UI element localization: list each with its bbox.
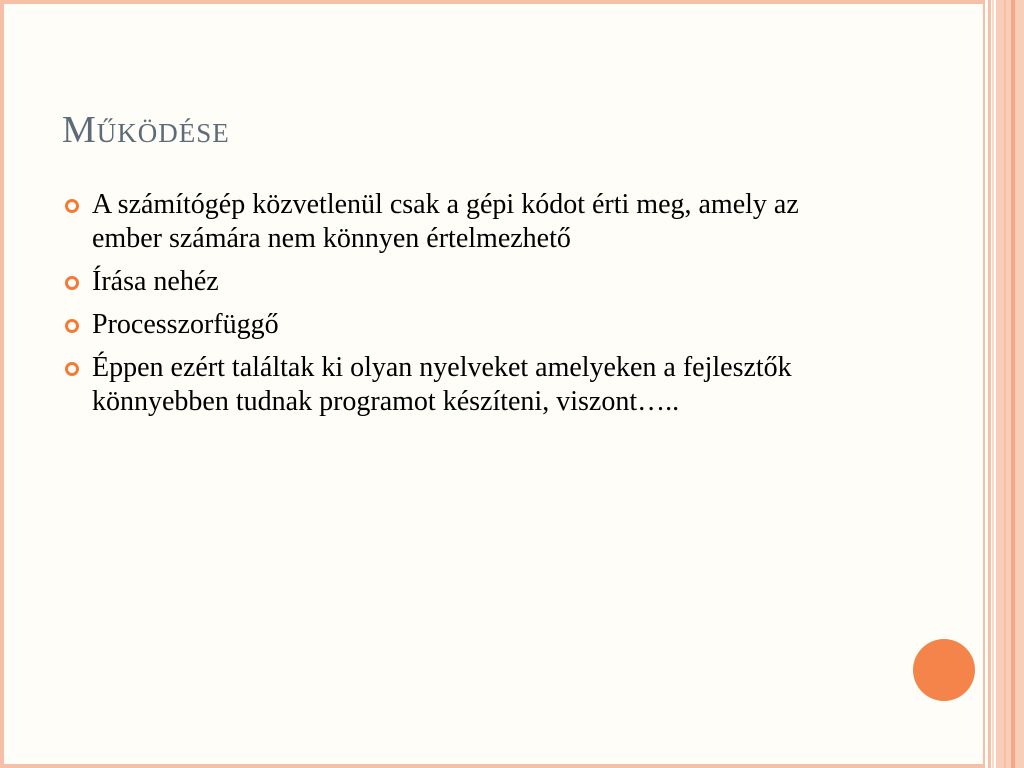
side-stripe: [983, 0, 985, 768]
bullet-text: Éppen ezért találtak ki olyan nyelveket amelyeken a fejlesztők könnyebben tudnak programot készíteni, viszont…..: [92, 352, 792, 417]
bullet-text: A számítógép közvetlenül csak a gépi kódot érti meg, amely az ember számára nem könnyen értelmezhető: [92, 189, 799, 254]
bullet-text: Írása nehéz: [92, 266, 219, 297]
bullet-list: [64, 188, 864, 428]
side-stripe: [992, 0, 994, 768]
side-stripe: [996, 0, 1024, 768]
bullet-icon: [65, 199, 79, 213]
bullet-item: [64, 188, 864, 256]
side-stripe: [1011, 0, 1015, 768]
slide-title: Működése: [62, 109, 230, 151]
bullet-icon: [65, 362, 79, 376]
decorative-circle: [913, 639, 975, 701]
bullet-item: [64, 265, 864, 299]
bullet-item: [64, 308, 864, 342]
bullet-item: [64, 351, 864, 419]
bullet-icon: [65, 319, 79, 333]
side-stripe: [1004, 0, 1006, 768]
bullet-icon: [65, 276, 79, 290]
bullet-text: Processzorfüggő: [92, 309, 279, 340]
side-stripe: [988, 0, 991, 768]
